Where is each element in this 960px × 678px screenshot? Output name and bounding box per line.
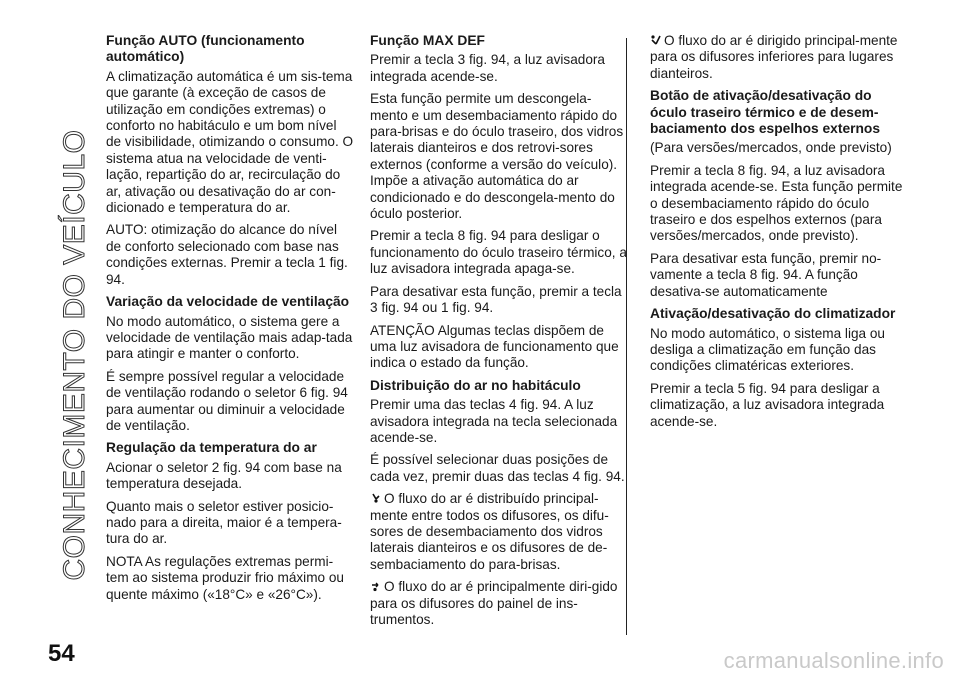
heading-fan-speed: Variação da velocidade de ventilação [106, 294, 350, 310]
auto-label: AUTO [106, 222, 144, 238]
paragraph: Premir a tecla 5 fig. 94 para desligar a climatização, a luz avisadora integrada acende-se. [650, 380, 885, 429]
paragraph: A climatização automática é um sis-tema que garante (à exceção de casos de utilização em condições extremas) o conforto no habitáculo e um bom nível de visibilidade, otimizando o consumo. O sistema atua na velocidade de venti-lação, repartição do ar, recirculação do ar, ativação ou desativação do ar con-dicionado e temperatura do ar. [106, 68, 354, 216]
heading-air-temperature: Regulação da temperatura do ar [106, 440, 317, 456]
text-column-2 [370, 33, 628, 634]
paragraph: É sempre possível regular a velocidade de ventilação rodando o seletor 6 fig. 94 para aumentar ou diminuir a velocidade de ventilação. [106, 368, 348, 433]
paragraph: Esta função permite um descongela-mento e um desembaciamento rápido do para-brisas e do óculo traseiro, dos vidros laterais dianteiros e dos retrovi-sores externos (conforme a versão do veículo). Impõe a ativação automática do ar condicionado e do descongela-mento do óculo posterior. [370, 91, 624, 222]
column-divider [626, 38, 627, 635]
paragraph-auto [106, 222, 354, 288]
heading-climate-toggle: Ativação/desativação do climatizador [650, 306, 896, 322]
icon-paragraph-text: O fluxo do ar é dirigido principal-mente para os difusores inferiores para lugares dianteiros. [650, 33, 898, 81]
heading-air-distribution: Distribuição do ar no habitáculo [370, 377, 581, 393]
paragraph: É possível selecionar duas posições de cada vez, premir duas das teclas 4 fig. 94. [370, 452, 625, 484]
watermark: carmanualsonline.info [723, 648, 944, 673]
heading-rear-defrost: Botão de ativação/desativação do óculo traseiro térmico e de desem-baciamento dos espelhos externos [650, 88, 881, 137]
paragraph: Quanto mais o seletor estiver posicio-nado para a direita, maior é a tempera-tura do ar. [106, 498, 342, 547]
chapter-side-title: CONHECIMENTO DO VEÍCULO [58, 129, 91, 581]
paragraph: Para desativar esta função, premir no-vamente a tecla 8 fig. 94. A função desativa-se automaticamente [650, 250, 882, 299]
icon-paragraph-text: O fluxo do ar é principalmente diri-gido para os difusores do painel de ins-trumentos. [370, 579, 618, 627]
paragraph-icon [650, 33, 912, 82]
text-column-3 [650, 33, 912, 436]
paragraph: (Para versões/mercados, onde previsto) [650, 140, 892, 156]
paragraph-icon [370, 579, 628, 628]
airflow-dashboard-icon [370, 580, 382, 592]
auto-text: : otimização do alcance do nível de conforto selecionado com base nas condições externas. Premir a tecla 1 fig. 94. [106, 222, 348, 287]
icon-paragraph-text: O fluxo do ar é distribuído principal-mente entre todos os difusores, os difu-sores de desembaciamento dos vidros laterais dianteiros e os difusores de de-sembaciamento do para-brisas. [370, 491, 609, 572]
heading-auto-function: Função AUTO (funcionamento automático) [106, 33, 305, 65]
paragraph: No modo automático, o sistema liga ou desliga a climatização em função das condições climatéricas exteriores. [650, 325, 885, 374]
paragraph: Acionar o seletor 2 fig. 94 com base na temperatura desejada. [106, 459, 342, 492]
paragraph-icon [370, 491, 628, 573]
paragraph: Premir a tecla 8 fig. 94 para desligar o funcionamento do óculo traseiro térmico, a luz avisadora integrada apaga-se. [370, 228, 627, 277]
paragraph: Para desativar esta função, premir a tecla 3 fig. 94 ou 1 fig. 94. [370, 283, 622, 316]
airflow-windscreen-icon [370, 492, 382, 504]
text-column-1 [106, 33, 354, 609]
paragraph-note: NOTA As regulações extremas permi-tem ao sistema produzir frio máximo ou quente máximo («18°C» e «26°C»). [106, 553, 344, 602]
paragraph: Premir uma das teclas 4 fig. 94. A luz avisadora integrada na tecla selecionada acende-se. [370, 397, 618, 445]
paragraph: Premir a tecla 8 fig. 94, a luz avisadora integrada acende-se. Esta função permite o desembaciamento rápido do óculo traseiro e dos espelhos externos (para versões/mercados, onde previsto). [650, 162, 903, 244]
paragraph: Premir a tecla 3 fig. 94, a luz avisadora integrada acende-se. [370, 52, 605, 84]
paragraph: No modo automático, o sistema gere a velocidade de ventilação mais adap-tada para atingir e manter o conforto. [106, 313, 353, 362]
paragraph-warning: ATENÇÃO Algumas teclas dispõem de uma luz avisadora de funcionamento que indica o estado da função. [370, 322, 619, 371]
page-number: 54 [48, 640, 75, 667]
airflow-feet-icon [650, 34, 662, 46]
heading-max-def: Função MAX DEF [370, 33, 485, 48]
